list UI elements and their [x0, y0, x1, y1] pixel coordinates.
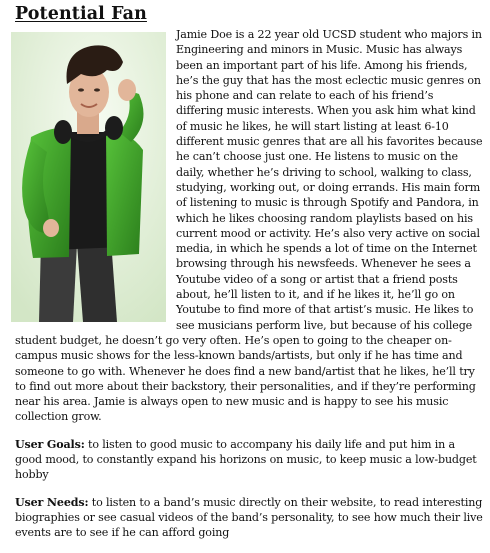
persona-photo [11, 32, 166, 322]
page-title: Potential Fan [15, 4, 147, 24]
persona-content [15, 27, 483, 553]
user-goals-text: to listen to good music to accompany his daily life and put him in a good mood, to constantly expand his horizons on music, to keep music a low-budget hobby [15, 437, 477, 482]
user-needs-text: to listen to a band’s music directly on their website, to read interesting biographies or see casual videos of the band’s personality, to see how much their live events are to see if he can afford going [15, 495, 483, 540]
user-needs [15, 495, 483, 541]
persona-bio: Jamie Doe is a 22 year old UCSD student who majors in Engineering and minors in Music. Music has always been an important part of his life. Among his friends, he’s the guy that has the most eclectic music genres on his phone and can relate to each of his friend’s differing music interests. When you ask him what kind of music he likes, he will start listing at least 6-10 different music genres that are all his favorites because he can’t choose just one. He listens to music on the daily, whether he’s driving to school, walking to class, studying, working out, or doing errands. His main form of listening to music is through Spotify and Pandora, in which he likes choosing random playlists based on his current mood or activity. He’s also very active on social media, in which he spends a lot of time on the Internet browsing through his newsfeeds. Whenever he sees a Youtube video of a song or artist that a friend posts about, he’ll listen to it, and if he likes it, he’ll go on Youtube to find more of that artist’s music. He likes to see musicians perform live, but because of his college student budget, he doesn’t go very often. He’s open to going to the cheaper on-campus music shows for the less-known bands/artists, but only if he has time and someone to go with. Whenever he does find a new band/artist that he likes, he’ll try to find out more about their backstory, their personalities, and if they’re performing near his area. Jamie is always open to new music and is happy to see his music collection grow. [15, 28, 483, 424]
user-goals-label: User Goals: [15, 437, 85, 451]
user-goals [15, 437, 483, 483]
user-needs-label: User Needs: [15, 495, 89, 509]
